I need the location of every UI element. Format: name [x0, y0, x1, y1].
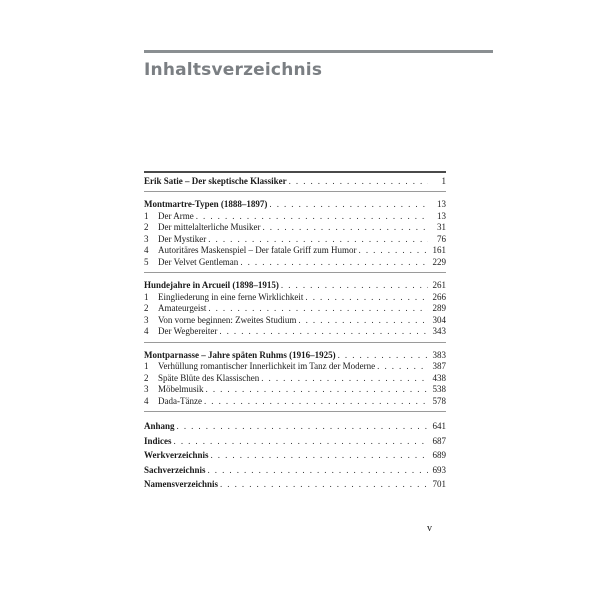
chapter-number: 1 [144, 210, 149, 221]
chapter-page: 161 [432, 245, 446, 255]
leader-dots [175, 419, 428, 434]
chapter-page: 31 [437, 222, 446, 232]
chapter-label: Der Arme [158, 210, 194, 221]
toc-entry-page: 1 [441, 175, 446, 186]
toc-entry-label: Sachverzeichnis [144, 464, 206, 475]
toc-chapter[interactable] [144, 326, 446, 338]
toc-entry-label: Namensverzeichnis [144, 479, 218, 489]
chapter-number: 3 [144, 384, 149, 394]
leader-dots [206, 234, 428, 246]
leader-dots [279, 280, 428, 292]
toc-entry-page: 689 [432, 450, 446, 460]
leader-dots [217, 326, 428, 338]
chapter-number: 4 [144, 245, 149, 255]
toc-entry-werkverzeichnis[interactable] [144, 448, 446, 463]
chapter-number: 3 [144, 233, 149, 244]
leader-dots [260, 222, 428, 234]
chapter-page: 343 [432, 326, 446, 336]
toc-chapter[interactable] [144, 315, 446, 327]
toc-entry-label: Indices [144, 435, 172, 446]
toc-entry-label: Werkverzeichnis [144, 450, 209, 460]
leader-dots [296, 315, 428, 327]
table-of-contents [144, 171, 446, 492]
chapter-page: 289 [432, 303, 446, 313]
leader-dots [303, 292, 428, 304]
toc-section-label: Montmartre-Typen (1888–1897) [144, 199, 268, 209]
leader-dots [238, 257, 428, 269]
toc-section-page: 13 [437, 199, 446, 209]
chapter-number: 4 [144, 326, 149, 336]
chapter-number: 2 [144, 303, 149, 313]
toc-chapter[interactable] [144, 373, 446, 385]
chapter-number: 2 [144, 372, 149, 383]
chapter-label: Der Velvet Gentleman [158, 256, 239, 267]
toc-chapter[interactable] [144, 292, 446, 304]
chapter-label: Amateurgeist [158, 303, 207, 313]
chapter-page: 578 [432, 395, 446, 406]
chapter-label: Der Wegbereiter [158, 326, 218, 336]
toc-section-heading[interactable] [144, 280, 446, 292]
chapter-page: 76 [437, 233, 446, 244]
leader-dots [218, 477, 428, 492]
header-rule [144, 50, 493, 53]
toc-section-label: Hundejahre in Arcueil (1898–1915) [144, 280, 279, 290]
toc-chapter[interactable] [144, 361, 446, 373]
leader-dots [206, 303, 428, 315]
toc-section-page: 383 [432, 349, 446, 360]
page-title: Inhaltsverzeichnis [144, 60, 323, 80]
chapter-page: 304 [432, 314, 446, 325]
toc-section-page: 261 [432, 280, 446, 290]
chapter-number: 5 [144, 256, 149, 267]
leader-dots [204, 384, 428, 396]
toc-divider [144, 411, 446, 412]
leader-dots [375, 361, 428, 373]
chapter-number: 3 [144, 314, 149, 325]
chapter-page: 387 [432, 361, 446, 371]
page-number: v [427, 523, 432, 534]
chapter-label: Eingliederung in eine ferne Wirklichkeit [158, 291, 304, 302]
toc-entry-page: 693 [432, 464, 446, 475]
chapter-number: 2 [144, 222, 149, 232]
leader-dots [357, 245, 428, 257]
leader-dots [336, 350, 428, 362]
chapter-label: Autoritäres Maskenspiel – Der fatale Griff zum Humor [158, 245, 357, 255]
toc-entry-page: 641 [432, 421, 446, 431]
leader-dots [287, 176, 428, 188]
chapter-page: 438 [432, 372, 446, 383]
toc-chapter[interactable] [144, 211, 446, 223]
leader-dots [206, 463, 429, 478]
toc-divider [144, 342, 446, 343]
toc-section-montmartre [144, 199, 446, 268]
leader-dots [209, 448, 429, 463]
toc-chapter[interactable] [144, 222, 446, 234]
toc-chapter[interactable] [144, 245, 446, 257]
toc-entry-indices[interactable] [144, 434, 446, 449]
toc-chapter[interactable] [144, 384, 446, 396]
chapter-label: Der mittelalterliche Musiker [158, 222, 261, 232]
leader-dots [202, 396, 428, 408]
leader-dots [194, 211, 428, 223]
chapter-page: 538 [432, 384, 446, 394]
toc-chapter[interactable] [144, 396, 446, 408]
chapter-page: 13 [437, 210, 446, 221]
toc-chapter[interactable] [144, 234, 446, 246]
chapter-label: Späte Blüte des Klassischen [158, 372, 260, 383]
toc-divider [144, 272, 446, 273]
toc-section-arcueil [144, 280, 446, 338]
chapter-number: 4 [144, 395, 149, 406]
chapter-number: 1 [144, 361, 149, 371]
toc-section-heading[interactable] [144, 199, 446, 211]
toc-divider [144, 191, 446, 192]
toc-section-montparnasse [144, 350, 446, 408]
toc-entry-namensverzeichnis[interactable] [144, 477, 446, 492]
toc-chapter[interactable] [144, 303, 446, 315]
toc-top-rule [144, 171, 446, 173]
toc-entry-intro[interactable] [144, 176, 446, 188]
chapter-label: Verhüllung romantischer Innerlichkeit im Tanz der Moderne [158, 361, 376, 371]
chapter-page: 266 [432, 291, 446, 302]
leader-dots [267, 199, 428, 211]
toc-entry-label: Anhang [144, 421, 175, 431]
toc-section-label: Montparnasse – Jahre späten Ruhms (1916–1925) [144, 349, 336, 360]
chapter-number: 1 [144, 291, 149, 302]
toc-entry-sachverzeichnis[interactable] [144, 463, 446, 478]
chapter-label: Von vorne beginnen: Zweites Studium [158, 314, 297, 325]
chapter-label: Dada-Tänze [158, 395, 202, 406]
toc-entry-label: Erik Satie – Der skeptische Klassiker [144, 175, 287, 186]
toc-entry-page: 687 [432, 435, 446, 446]
leader-dots [259, 373, 428, 385]
chapter-label: Der Mystiker [158, 233, 207, 244]
leader-dots [172, 434, 428, 449]
toc-section-heading[interactable] [144, 350, 446, 362]
chapter-page: 229 [432, 256, 446, 267]
toc-chapter[interactable] [144, 257, 446, 269]
chapter-label: Möbelmusik [158, 384, 204, 394]
toc-entry-anhang[interactable] [144, 419, 446, 434]
toc-entry-page: 701 [432, 479, 446, 489]
